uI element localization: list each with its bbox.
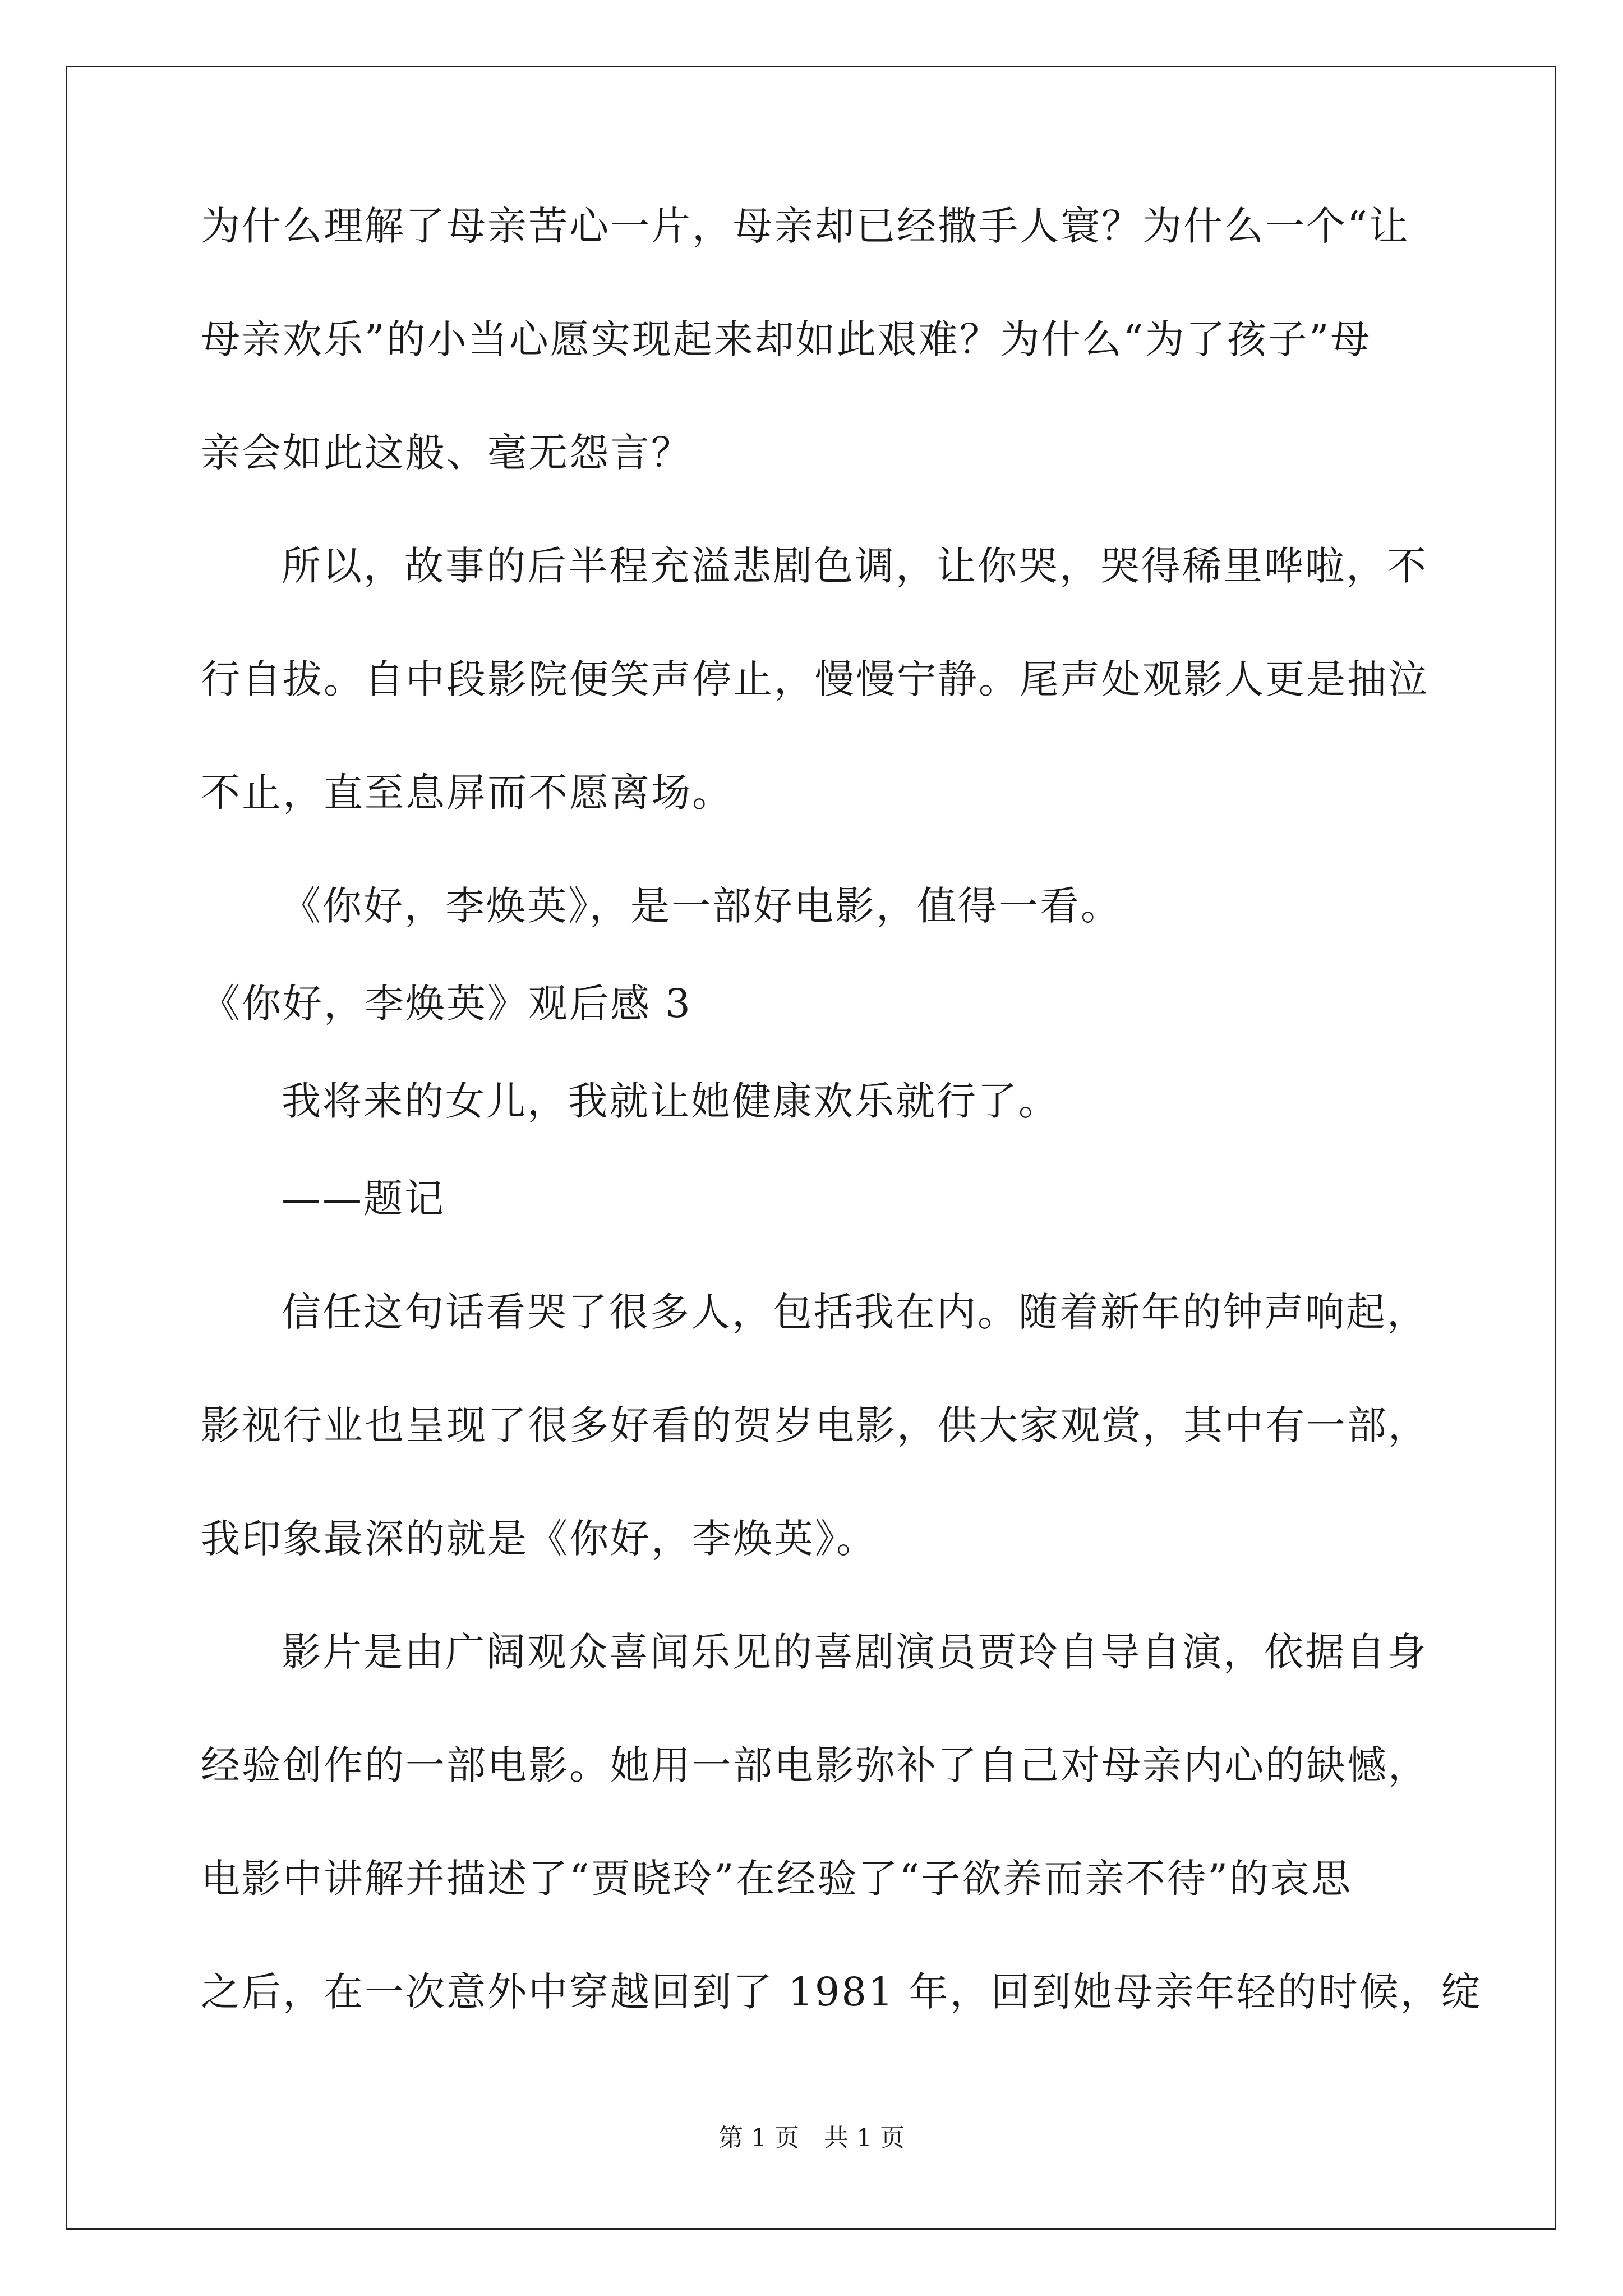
text-line: 信任这句话看哭了很多人，包括我在内。随着新年的钟声响起， <box>282 1289 1428 1335</box>
text-line: 不止，直至息屏而不愿离场。 <box>201 770 733 816</box>
text-line: 我将来的女儿，我就让她健康欢乐就行了。 <box>282 1078 1059 1124</box>
paragraph <box>201 203 1435 476</box>
paragraph <box>201 1629 1482 2015</box>
text-line: 为什么理解了母亲苦心一片，母亲却已经撒手人寰？为什么一个“让 <box>201 203 1410 249</box>
paragraph <box>201 1289 1435 1562</box>
text-line: 之后，在一次意外中穿越回到了 1981 年，回到她母亲年轻的时候，绽 <box>201 1969 1482 2015</box>
text-line: 影片是由广阔观众喜闻乐见的喜剧演员贾玲自导自演，依据自身 <box>282 1629 1428 1675</box>
heading-line: 《你好，李焕英》观后感 3 <box>201 981 692 1027</box>
text-line: 我印象最深的就是《你好，李焕英》。 <box>201 1516 877 1562</box>
text-line: 经验创作的一部电影。她用一部电影弥补了自己对母亲内心的缺憾， <box>201 1742 1429 1788</box>
text-line: 电影中讲解并描述了“贾晓玲”在经验了“子欲养而亲不待”的哀思 <box>201 1856 1353 1902</box>
page-number-footer: 第 1 页 共 1 页 <box>718 2124 905 2152</box>
text-line: 《你好，李焕英》，是一部好电影，值得一看。 <box>282 883 1122 929</box>
text-line: 亲会如此这般、毫无怨言？ <box>201 430 692 476</box>
section-heading <box>201 981 1435 1027</box>
epigraph-attribution <box>201 1176 1435 1222</box>
paragraph <box>201 1078 1435 1124</box>
text-line: 母亲欢乐”的小当心愿实现起来却如此艰难？为什么“为了孩子”母 <box>201 316 1372 362</box>
text-line: 行自拔。自中段影院便笑声停止，慢慢宁静。尾声处观影人更是抽泣 <box>201 656 1429 702</box>
document-body <box>201 203 1482 2015</box>
text-line: 所以，故事的后半程充溢悲剧色调，让你哭，哭得稀里哗啦，不 <box>282 543 1428 589</box>
paragraph <box>201 883 1435 929</box>
paragraph <box>201 543 1435 816</box>
text-line: 影视行业也呈现了很多好看的贺岁电影，供大家观赏，其中有一部， <box>201 1402 1429 1448</box>
text-line: ——题记 <box>282 1176 445 1222</box>
